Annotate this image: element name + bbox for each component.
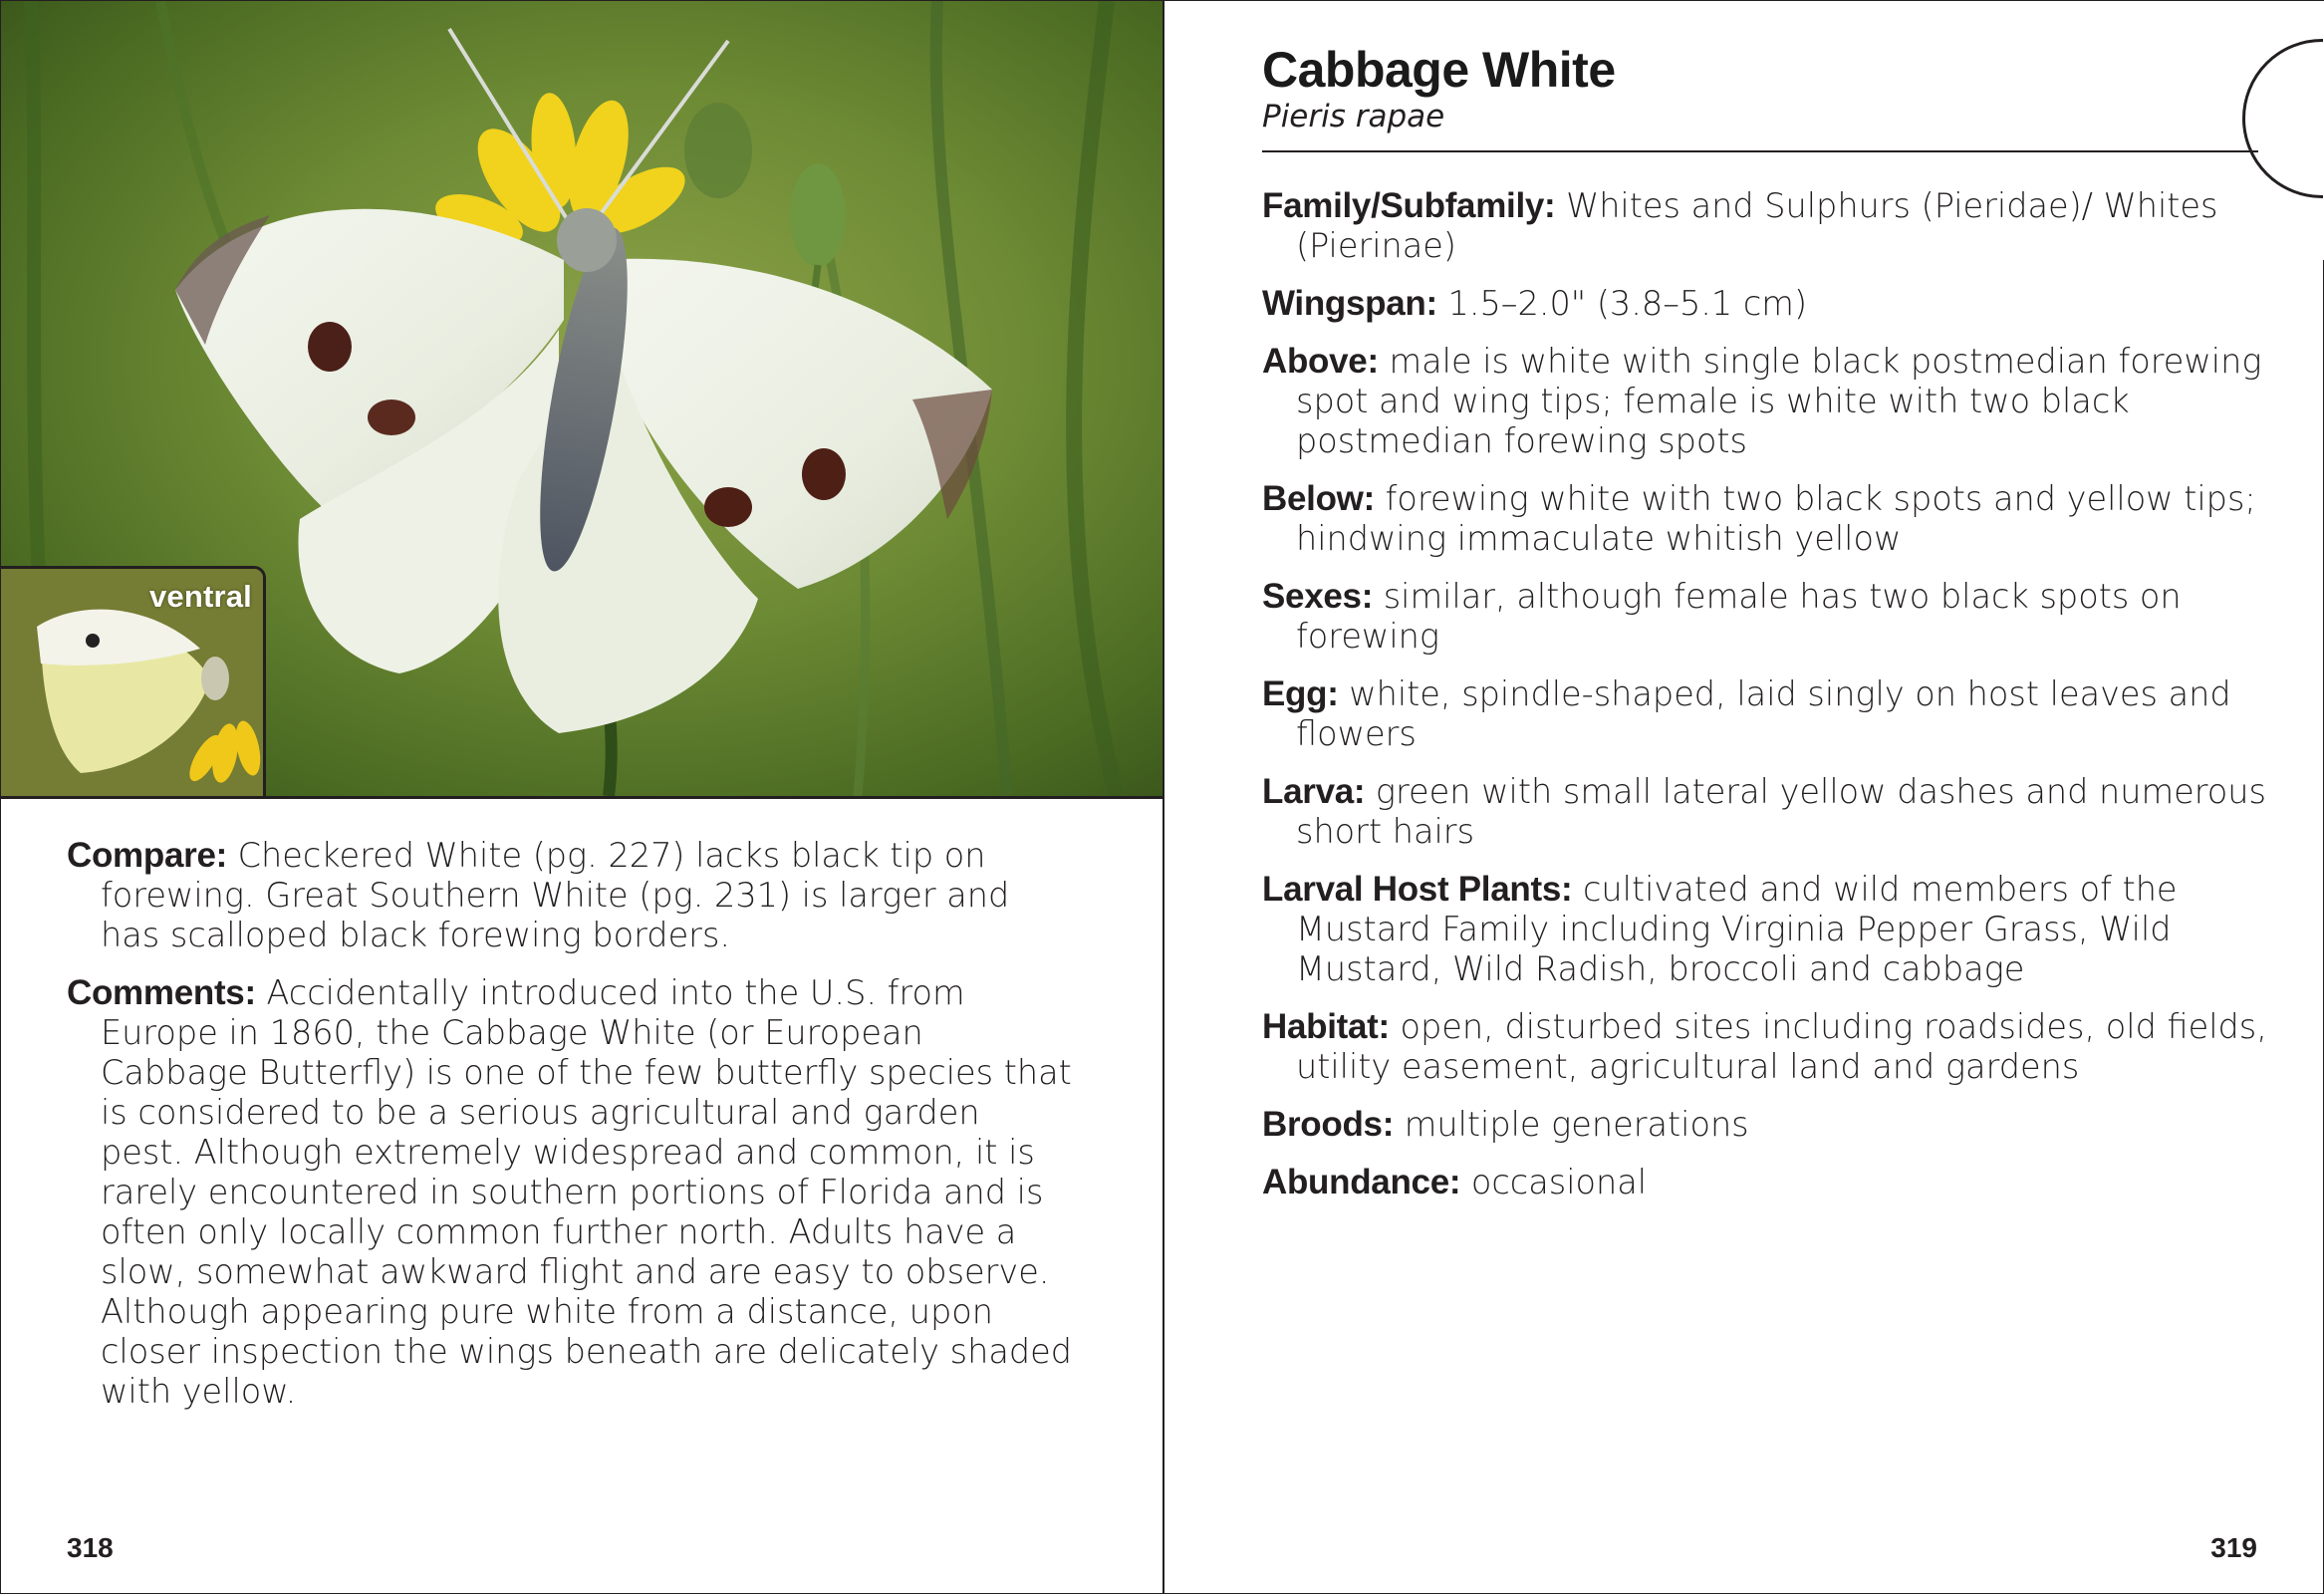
field-text: Whites and Sulphurs (Pieridae)/ Whites (Pierinae) — [1296, 186, 2218, 265]
field-label: Habitat: — [1262, 1007, 1390, 1046]
species-title: Cabbage White — [1262, 42, 1616, 98]
left-page-text — [67, 836, 1073, 1430]
title-rule — [1262, 150, 2258, 152]
field-above — [1262, 342, 2288, 461]
field-label: Sexes: — [1262, 577, 1374, 616]
ventral-inset — [1, 566, 266, 796]
scientific-name: Pieris rapae — [1262, 99, 1445, 134]
field-habitat — [1262, 1007, 2288, 1087]
comments-text: Accidentally introduced into the U.S. from Europe in 1860, the Cabbage White (or European Cabbage Butterfly) is one of the few butterfly species that is considered to be a serious agricultural and garden pest. Although extremely widespread and common, it is rarely encountered in southern portions of Florida and is often only locally common further north. Adults have a slow, somewhat awkward flight and are easy to observe. Although appearing pure white from a distance, upon closer inspection the wings beneath are delicately shaded with yellow. — [101, 973, 1072, 1411]
field-label: Egg: — [1262, 674, 1339, 713]
field-label: Larva: — [1262, 772, 1366, 811]
left-page — [1, 1, 1162, 1593]
field-sexes — [1262, 577, 2288, 657]
field-broods — [1262, 1105, 2288, 1145]
field-text: 1.5–2.0" (3.8–5.1 cm) — [1436, 284, 1808, 323]
field-abundance — [1262, 1163, 2288, 1202]
thumb-tab — [2242, 39, 2324, 198]
field-text: forewing white with two black spots and yellow tips; hindwing immaculate whitish yellow — [1296, 479, 2256, 558]
field-label: Wingspan: — [1262, 284, 1437, 323]
inset-label: ventral — [148, 579, 252, 614]
compare-text: Checkered White (pg. 227) lacks black tip on forewing. Great Southern White (pg. 231) is larger and has scalloped black forewing borders. — [101, 836, 1010, 954]
field-text: multiple generations — [1394, 1105, 1749, 1144]
field-label: Broods: — [1262, 1105, 1395, 1144]
field-larva — [1262, 772, 2288, 852]
field-below — [1262, 479, 2288, 559]
compare-label: Compare: — [67, 836, 227, 875]
field-wingspan — [1262, 284, 2288, 324]
field-text: similar, although female has two black spots on forewing — [1296, 577, 2182, 656]
field-text: open, disturbed sites including roadsides, old fields, utility easement, agricultural land and gardens — [1296, 1007, 2267, 1086]
field-text: cultivated and wild members of the Mustard Family including Virginia Pepper Grass, Wild Mustard, Wild Radish, broccoli and cabbage — [1296, 870, 2178, 988]
page-number-left: 318 — [67, 1532, 114, 1563]
comments-label: Comments: — [67, 973, 256, 1012]
field-label: Abundance: — [1262, 1163, 1461, 1201]
field-label: Larval Host Plants: — [1262, 870, 1573, 909]
field-text: male is white with single black postmedian forewing spot and wing tips; female is white with two black postmedian forewing spots — [1296, 342, 2262, 460]
field-text: occasional — [1460, 1163, 1648, 1201]
field-host-plants — [1262, 870, 2288, 989]
field-label: Family/Subfamily: — [1262, 186, 1556, 225]
field-text: green with small lateral yellow dashes and numerous short hairs — [1296, 772, 2266, 851]
field-text: white, spindle-shaped, laid singly on host leaves and flowers — [1296, 674, 2231, 753]
field-egg — [1262, 674, 2288, 754]
page-number-right: 319 — [2210, 1532, 2257, 1563]
field-family — [1262, 186, 2288, 266]
compare-entry — [67, 836, 1073, 955]
species-fields — [1262, 186, 2288, 1220]
field-label: Above: — [1262, 342, 1379, 381]
butterfly-photo — [1, 1, 1162, 799]
field-label: Below: — [1262, 479, 1375, 518]
right-page — [1164, 1, 2323, 1593]
comments-entry — [67, 973, 1073, 1412]
